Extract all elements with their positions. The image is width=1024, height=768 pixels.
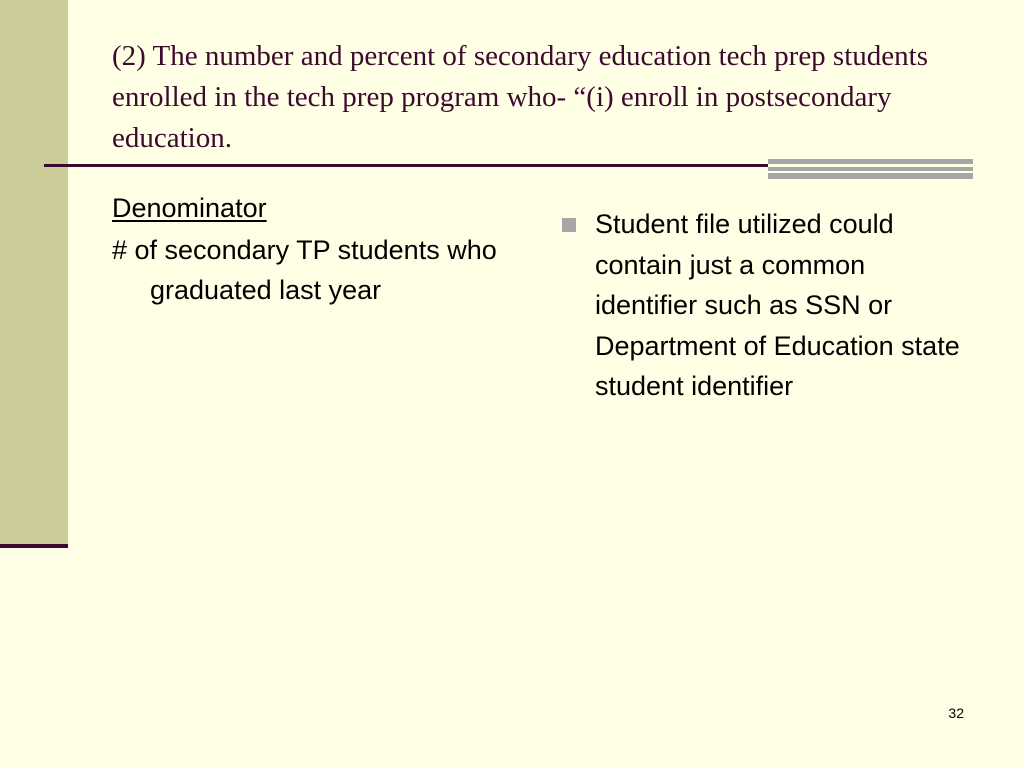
- title-divider-accent: [768, 159, 973, 179]
- slide-number: 32: [948, 705, 964, 721]
- square-bullet-icon: [562, 218, 576, 232]
- denominator-text: # of secondary TP students who graduated last year: [112, 235, 497, 305]
- slide-title: (2) The number and percent of secondary education tech prep students enrolled in the tech prep program who- “(i) enroll in postsecondary education.: [112, 40, 928, 154]
- left-content-column: [112, 188, 532, 310]
- bullet-text: Student file utilized could contain just a common identifier such as SSN or Department of Education state student identifier: [595, 209, 960, 401]
- accent-bar-middle: [768, 167, 973, 171]
- side-decoration-cap: [0, 544, 68, 548]
- accent-bar-bottom: [768, 173, 973, 179]
- denominator-heading: Denominator: [112, 193, 267, 223]
- bullet-item: [560, 204, 970, 407]
- accent-bar-top: [768, 159, 973, 164]
- title-divider-line: [44, 164, 768, 167]
- side-decoration-bar: [0, 0, 68, 548]
- right-content-column: [560, 204, 970, 407]
